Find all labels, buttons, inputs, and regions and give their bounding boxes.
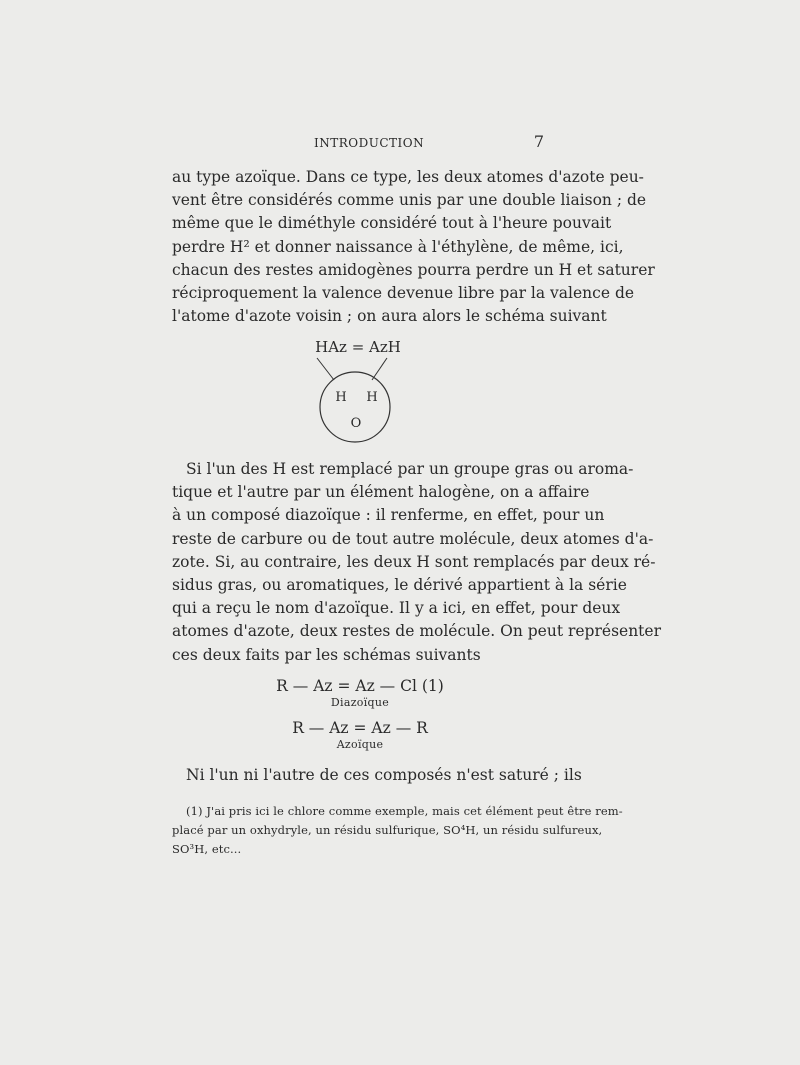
text-line: perdre H² et donner naissance à l'éthylène, de même, ici, [172, 237, 624, 256]
text-line: Ni l'un ni l'autre de ces composés n'est saturé ; ils [186, 766, 582, 784]
footnote-line: (1) J'ai pris ici le chlore comme exemple, mais cet élément peut être rem- [186, 804, 623, 818]
text-line: sidus gras, ou aromatiques, le dérivé appartient à la série [172, 576, 627, 595]
text-line: même que le diméthyle considéré tout à l'heure pouvait [172, 214, 612, 233]
diagram-right-h: H [366, 390, 378, 405]
paragraph-2 [172, 458, 661, 667]
text-line: zote. Si, au contraire, les deux H sont remplacés par deux ré- [172, 552, 656, 571]
text-line: vent être considérés comme unis par une double liaison ; de [172, 191, 647, 210]
footnote [172, 802, 623, 859]
page-number: 7 [533, 132, 544, 151]
azo-formula [230, 718, 490, 752]
diazo-formula-caption: Diazoïque [330, 696, 390, 709]
diazo-formula [230, 676, 490, 710]
azo-formula-expression: R — Az = Az — R [292, 719, 428, 737]
diazo-structure-diagram [300, 333, 420, 473]
left-bond-line [317, 358, 334, 380]
text-line: ces deux faits par les schémas suivants [172, 645, 481, 664]
right-bond-line [372, 358, 387, 380]
azo-formula-caption: Azoïque [336, 738, 384, 751]
text-line: atomes d'azote, deux restes de molécule. On peut représenter [172, 622, 661, 641]
text-line: chacun des restes amidogènes pourra perdre un H et saturer [172, 260, 655, 279]
footnote-line: SO³H, etc... [172, 842, 242, 856]
text-line: au type azoïque. Dans ce type, les deux atomes d'azote peu- [172, 168, 644, 186]
ring-circle [320, 372, 390, 442]
diazo-formula-expression: R — Az = Az — Cl (1) [276, 677, 444, 695]
diagram-top-formula: HAz = AzH [315, 338, 401, 356]
text-line: qui a reçu le nom d'azoïque. Il y a ici, en effet, pour deux [172, 599, 621, 618]
diagram-left-h: H [335, 390, 347, 405]
diagram-center-o: O [350, 416, 362, 431]
text-line: Si l'un des H est remplacé par un groupe gras ou aroma- [186, 460, 634, 478]
paragraph-3 [172, 764, 582, 787]
text-line: reste de carbure ou de tout autre molécule, deux atomes d'a- [172, 529, 654, 548]
paragraph-1 [172, 166, 655, 328]
page-header [172, 132, 544, 156]
footnote-line: placé par un oxhydryle, un résidu sulfurique, SO⁴H, un résidu sulfureux, [172, 823, 603, 837]
text-line: à un composé diazoïque : il renferme, en effet, pour un [172, 506, 605, 525]
text-line: réciproquement la valence devenue libre par la valence de [172, 284, 635, 303]
running-title: INTRODUCTION [314, 136, 425, 150]
text-line: tique et l'autre par un élément halogène, on a affaire [172, 483, 590, 502]
text-line: l'atome d'azote voisin ; on aura alors le schéma suivant [172, 307, 607, 326]
